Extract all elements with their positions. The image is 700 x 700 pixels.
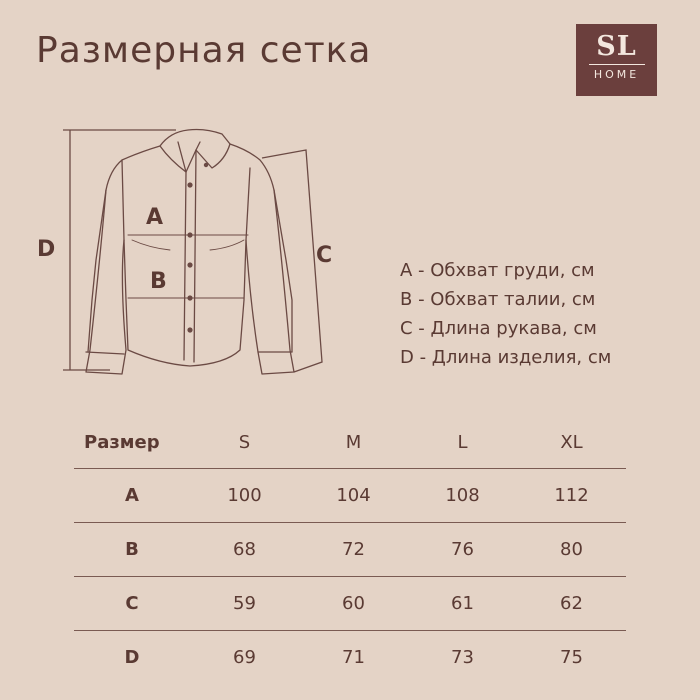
shirt-collar — [160, 130, 230, 173]
legend-item-a: A - Обхват груди, см — [400, 260, 595, 281]
legend-item-d: D - Длина изделия, см — [400, 347, 612, 368]
diagram-label-c: C — [316, 243, 333, 268]
row-label: D — [124, 647, 140, 668]
table-cell: 59 — [190, 577, 299, 631]
table-cell: 104 — [299, 469, 408, 523]
shirt-button — [187, 232, 192, 237]
row-label: A — [74, 469, 190, 523]
left-sleeve — [86, 190, 126, 374]
table-cell: 112 — [517, 469, 626, 523]
table-cell: 60 — [299, 577, 408, 631]
legend-item-b: B - Обхват талии, см — [400, 289, 596, 310]
size-column-header: S — [190, 417, 299, 469]
logo-monogram: SL — [596, 31, 637, 62]
table-cell: 73 — [451, 647, 474, 668]
table-cell: 75 — [560, 647, 583, 668]
table-cell: 62 — [517, 577, 626, 631]
table-row — [74, 631, 626, 685]
table-header-row — [74, 417, 626, 469]
row-label: B — [74, 523, 190, 577]
table-cell: 61 — [408, 577, 517, 631]
table-row — [74, 577, 626, 631]
table-cell: 76 — [408, 523, 517, 577]
length-dimension-line — [63, 130, 176, 370]
size-column-header: M — [299, 417, 408, 469]
size-table — [74, 417, 626, 684]
shirt-button — [187, 182, 192, 187]
collar-button — [204, 163, 208, 167]
diagram-label-d: D — [37, 237, 56, 262]
shirt-button — [187, 295, 192, 300]
table-cell: 100 — [190, 469, 299, 523]
diagram-label-b: B — [150, 269, 167, 294]
table-cell: 69 — [233, 647, 256, 668]
table-cell: 108 — [408, 469, 517, 523]
right-sleeve — [246, 190, 294, 374]
page-title: Размерная сетка — [36, 30, 372, 71]
table-row — [74, 469, 626, 523]
table-row — [74, 523, 626, 577]
table-cell: 71 — [342, 647, 365, 668]
diagram-label-a: A — [146, 205, 164, 230]
logo-subtitle: HOME — [593, 68, 640, 81]
table-cell: 80 — [517, 523, 626, 577]
row-label: C — [74, 577, 190, 631]
table-cell: 72 — [299, 523, 408, 577]
shirt-button — [187, 327, 192, 332]
measurement-legend — [400, 256, 611, 372]
legend-item-c: C - Длина рукава, см — [400, 318, 597, 339]
size-column-header: XL — [517, 417, 626, 469]
table-cell: 68 — [190, 523, 299, 577]
table-corner-label: Размер — [74, 417, 190, 469]
shirt-button — [187, 262, 192, 267]
size-column-header: L — [408, 417, 517, 469]
